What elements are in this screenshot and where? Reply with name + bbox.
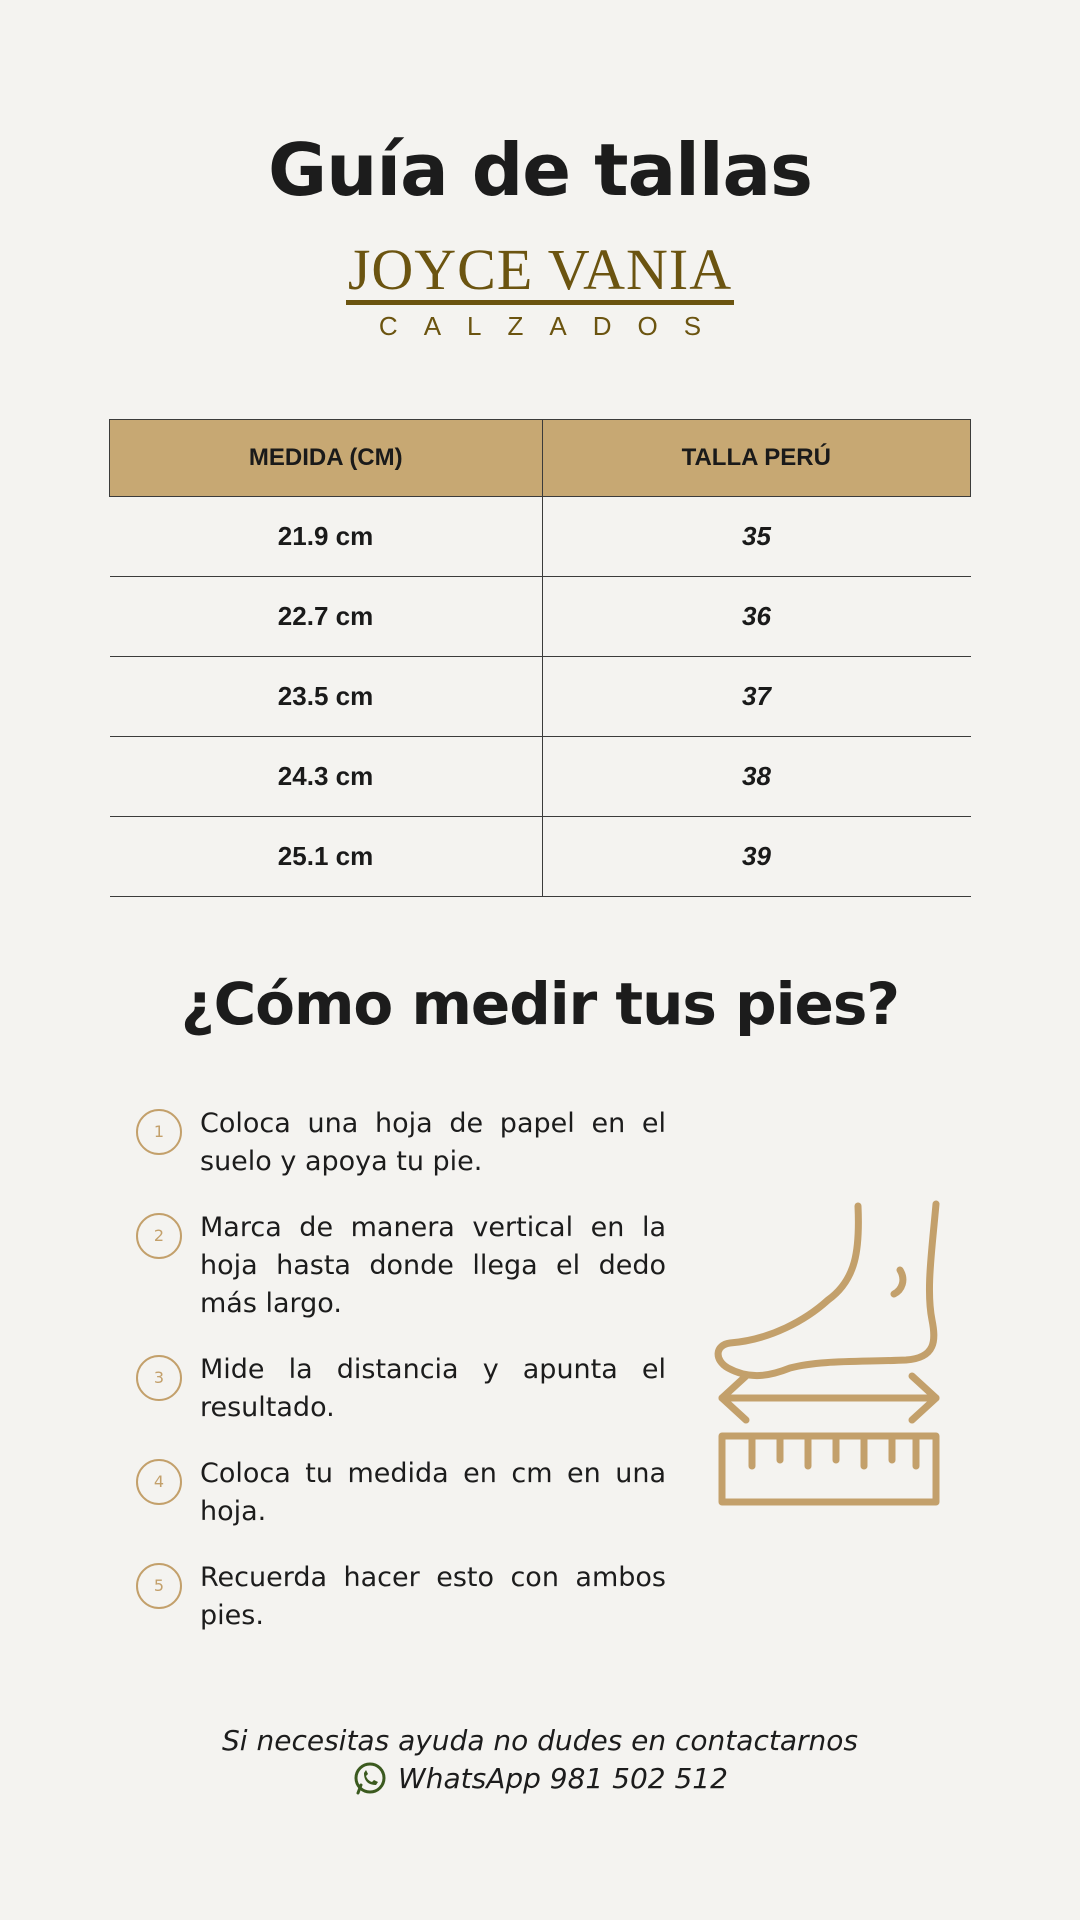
list-item [136, 1105, 666, 1181]
step-number-badge: 3 [136, 1355, 182, 1401]
step-text: Mide la distancia y apunta el resultado. [200, 1354, 666, 1423]
header-talla: TALLA PERÚ [542, 420, 971, 497]
size-table [109, 419, 971, 897]
step-text: Coloca tu medida en cm en una hoja. [200, 1458, 666, 1527]
table-row [110, 577, 971, 657]
whatsapp-icon [352, 1761, 388, 1797]
brand-subtitle: CALZADOS [378, 311, 728, 341]
table-row [110, 737, 971, 817]
steps-list [136, 1105, 666, 1663]
step-number-badge: 1 [136, 1109, 182, 1155]
list-item [136, 1209, 666, 1323]
list-item [136, 1455, 666, 1531]
contact-info [0, 1722, 1080, 1807]
foot-measure-icon [710, 1190, 950, 1520]
contact-line1: Si necesitas ayuda no dudes en contactarnos [222, 1724, 858, 1757]
table-header-row [110, 420, 971, 497]
list-item [136, 1351, 666, 1427]
step-text: Marca de manera vertical en la hoja hasta donde llega el dedo más largo. [200, 1212, 666, 1319]
page-title: Guía de tallas [268, 128, 812, 212]
step-text: Coloca una hoja de papel en el suelo y apoya tu pie. [200, 1108, 666, 1177]
whatsapp-number: WhatsApp 981 502 512 [398, 1762, 728, 1795]
table-row [110, 817, 971, 897]
brand-name: JOYCE VANIA [346, 240, 734, 305]
cell-cm: 25.1 cm [110, 817, 543, 897]
cell-talla: 35 [542, 497, 971, 577]
list-item [136, 1559, 666, 1635]
cell-cm: 21.9 cm [110, 497, 543, 577]
header-medida: MEDIDA (CM) [110, 420, 543, 497]
cell-talla: 38 [542, 737, 971, 817]
step-number-badge: 5 [136, 1563, 182, 1609]
cell-talla: 36 [542, 577, 971, 657]
table-row [110, 657, 971, 737]
cell-talla: 37 [542, 657, 971, 737]
cell-talla: 39 [542, 817, 971, 897]
section-title: ¿Cómo medir tus pies? [180, 970, 900, 1038]
brand-logo [0, 237, 1080, 342]
step-number-badge: 4 [136, 1459, 182, 1505]
table-row [110, 497, 971, 577]
foot-ankle-mark [894, 1270, 903, 1294]
step-text: Recuerda hacer esto con ambos pies. [200, 1562, 666, 1631]
step-number-badge: 2 [136, 1213, 182, 1259]
cell-cm: 24.3 cm [110, 737, 543, 817]
cell-cm: 23.5 cm [110, 657, 543, 737]
cell-cm: 22.7 cm [110, 577, 543, 657]
contact-whatsapp[interactable] [352, 1760, 728, 1798]
